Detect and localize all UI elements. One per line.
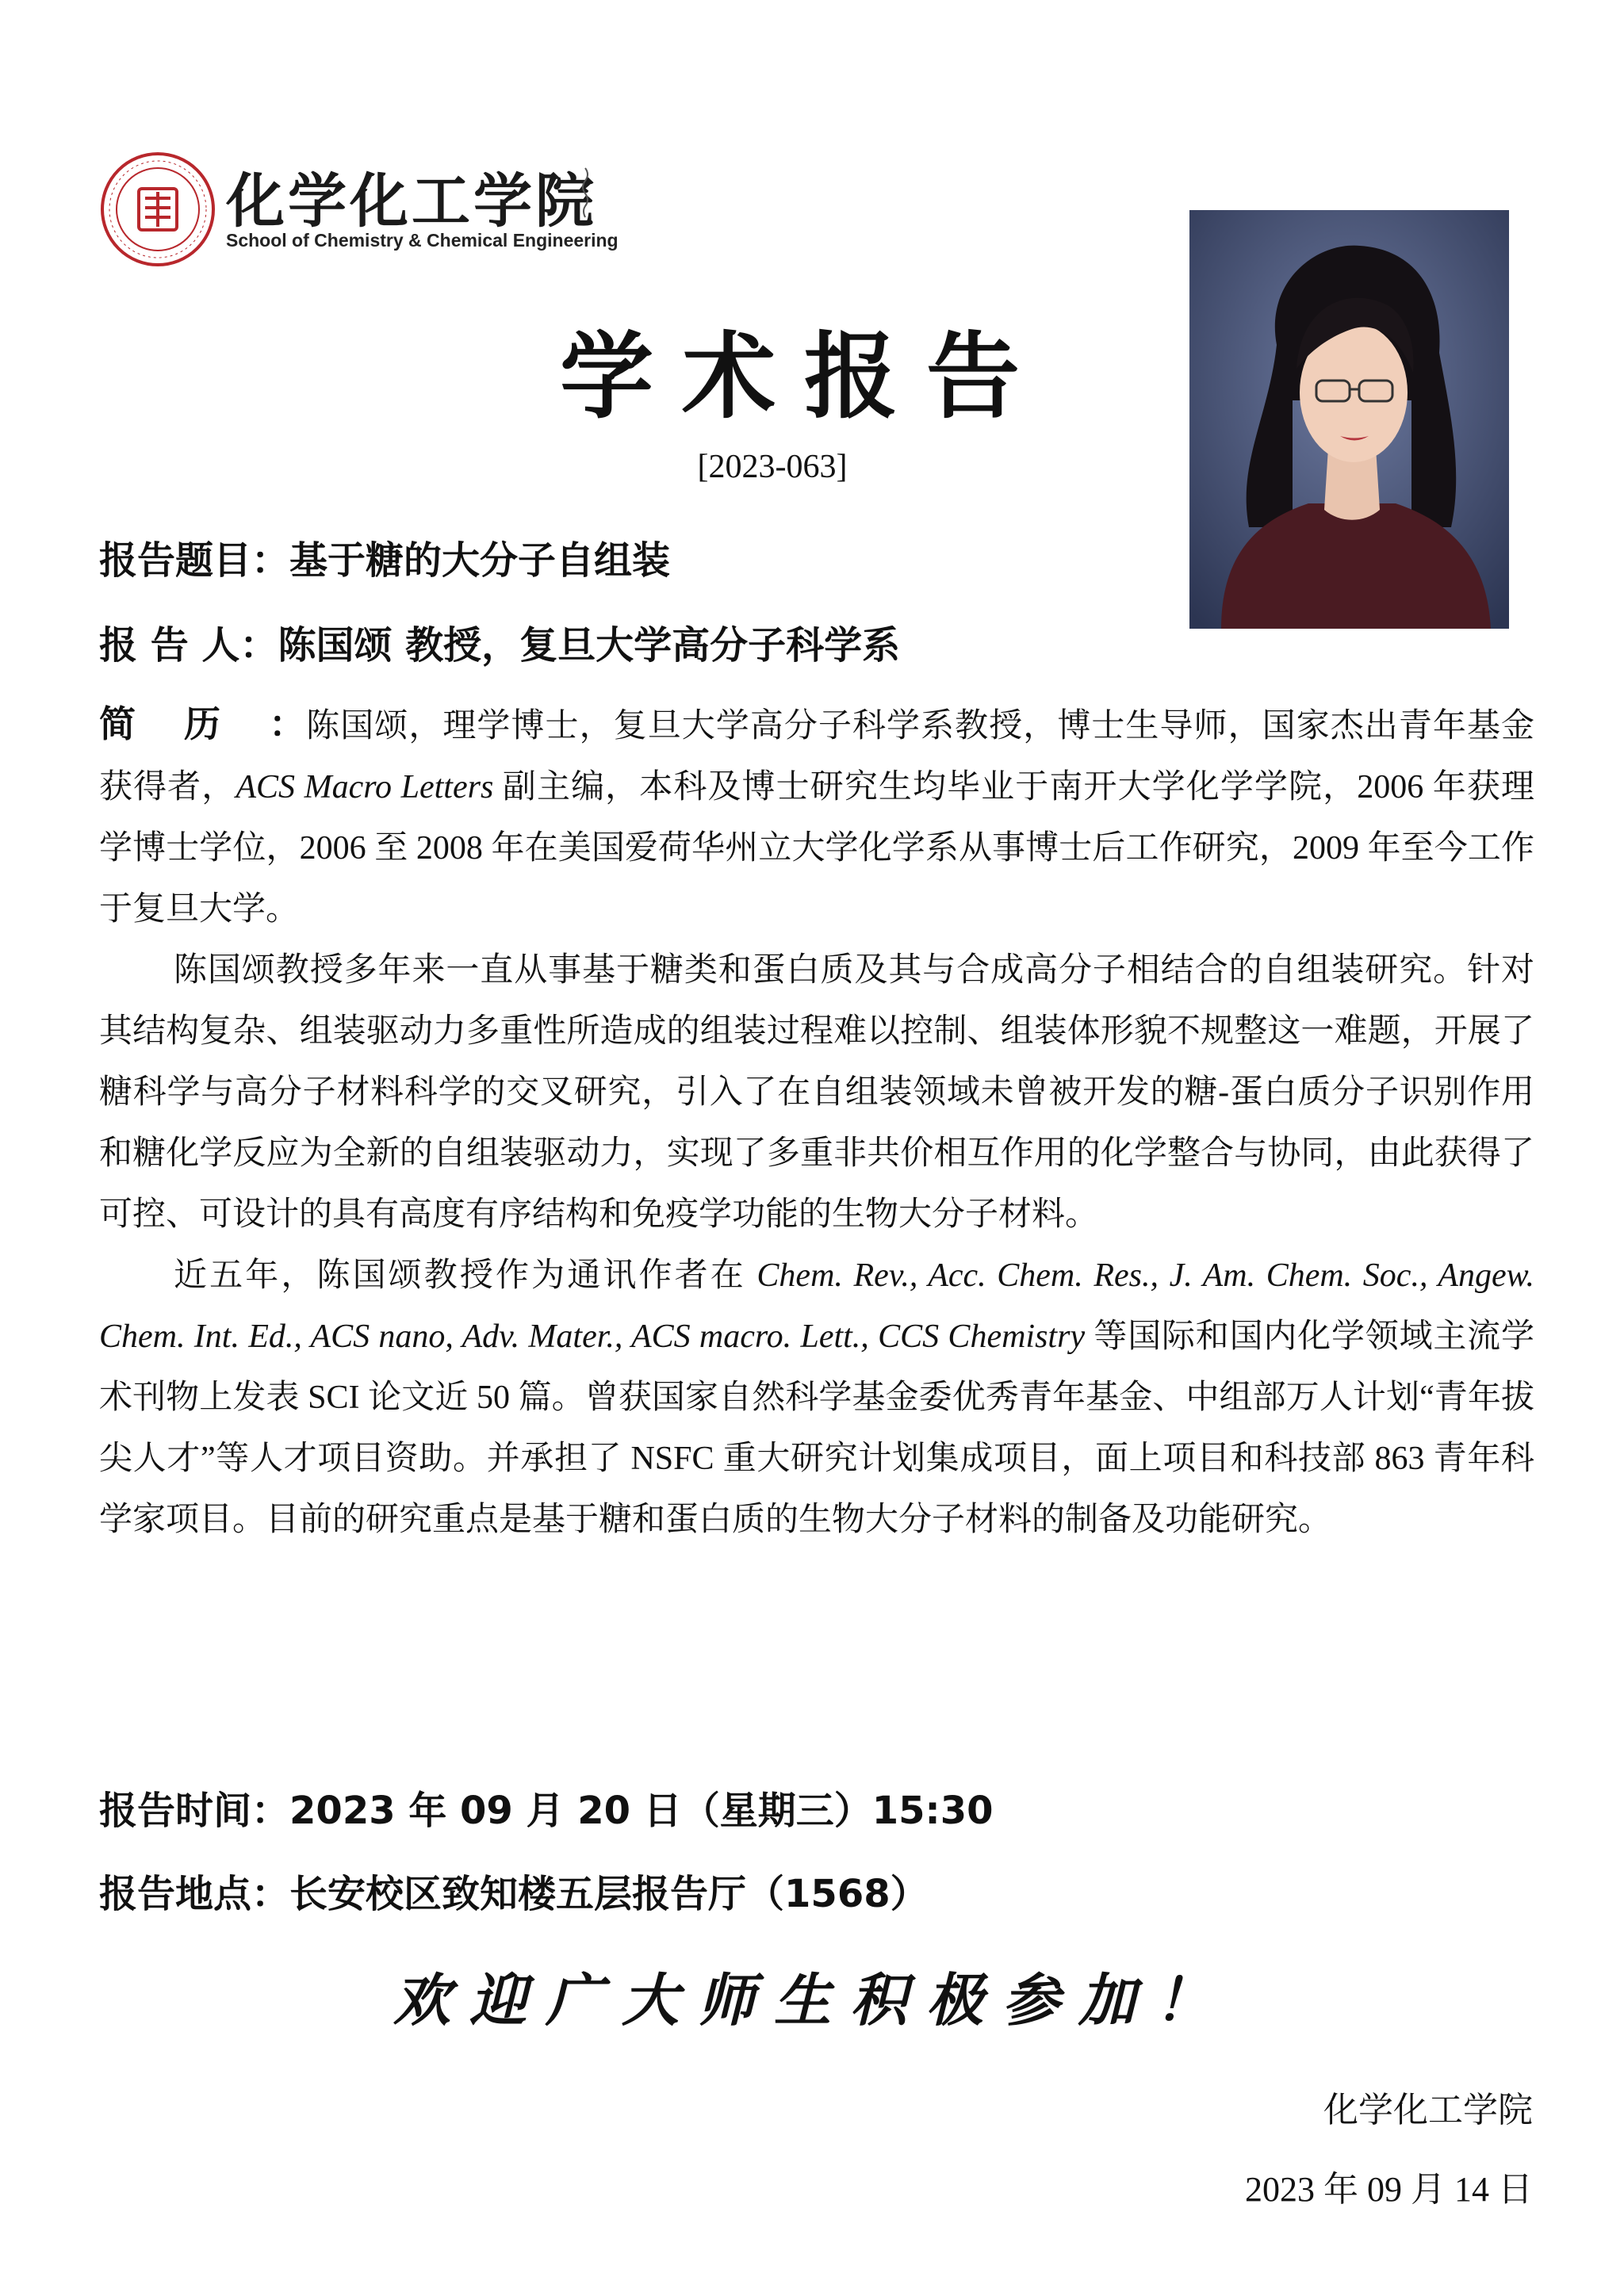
calligraphy-signature-icon: [575, 165, 596, 220]
time-value: 2023 年 09 月 20 日（星期三）15:30: [289, 1789, 994, 1833]
report-time: [99, 1780, 994, 1835]
issue-date: 2023 年 09 月 14 日: [1245, 2170, 1533, 2209]
report-topic: [99, 530, 670, 584]
report-speaker: [99, 614, 900, 669]
topic-value: 基于糖的大分子自组装: [289, 538, 671, 583]
bio-paragraph-3: [99, 1246, 1534, 1551]
school-seal-icon: [99, 151, 216, 268]
bio-paragraph-1: 简历：陈国颂，理学博士，复旦大学高分子科学系教授，博士生导师，国家杰出青年基金获得者，ACS Macro Letters 副主编，本科及博士研究生均毕业于南开大学化学学院，2006 年获理学博士学位，2006 至 2008 年在美国爱荷华州立大学化学系从事博士后工作研究，2009 年至今工作于复旦大学。: [99, 702, 1535, 928]
speaker-biography: [99, 694, 1534, 1551]
logo-chinese-name: 化学化工学院: [226, 167, 597, 235]
speaker-photo: [1189, 210, 1509, 629]
time-label: 报告时间：: [99, 1789, 290, 1833]
page-title: 学术报告: [559, 322, 1048, 431]
welcome-message: 欢迎广大师生积极参加！: [393, 1966, 1231, 2034]
bio-journal-list: Chem. Rev., Acc. Chem. Res., J. Am. Chem. Soc., Angew. Chem. Int. Ed., ACS nano, Adv. Mater., ACS macro. Lett., CCS Chemistry: [99, 1257, 1534, 1355]
speaker-label: 报 告 人：: [99, 623, 278, 668]
bio-journal-name: ACS Macro Letters: [236, 769, 494, 806]
topic-label: 报告题目：: [99, 538, 290, 583]
logo-english-name: School of Chemistry & Chemical Engineering: [226, 230, 619, 251]
bio-paragraph-2: 陈国颂教授多年来一直从事基于糖类和蛋白质及其与合成高分子相结合的自组装研究。针对其结构复杂、组装驱动力多重性所造成的组装过程难以控制、组装体形貌不规整这一难题，开展了糖科学与高分子材料科学的交叉研究，引入了在自组装领域未曾被开发的糖-蛋白质分子识别作用和糖化学反应为全新的自组装驱动力，实现了多重非共价相互作用的化学整合与协同，由此获得了可控、可设计的具有高度有序结构和免疫学功能的生物大分子材料。: [99, 952, 1534, 1233]
report-place: [99, 1863, 929, 1918]
bio-p3-text: 近五年，陈国颂教授作为通讯作者在: [174, 1257, 757, 1294]
place-label: 报告地点：: [99, 1872, 290, 1916]
report-number: [2023-063]: [697, 449, 848, 485]
bio-p3-text-rest: 等国际和国内化学领域主流学术刊物上发表 SCI 论文近 50 篇。曾获国家自然科学基金委优秀青年基金、中组部万人计划“青年拔尖人才”等人才项目资助。并承担了 NSFC 重大研究计划集成项目，面上项目和科技部 863 青年科学家项目。目前的研究重点是基于糖和蛋白质的生物大分子材料的制备及功能研究。: [99, 1318, 1534, 1538]
place-value: 长安校区致知楼五层报告厅（1568）: [289, 1872, 929, 1916]
issuing-organization: 化学化工学院: [1323, 2091, 1533, 2130]
bio-label: 简历: [99, 702, 270, 745]
speaker-value: 陈国颂 教授，复旦大学高分子科学系: [278, 623, 901, 668]
bio-p1-text: 陈国颂，理学博士，复旦大学高分子科学系教授，博士生导师，国家杰出青年基金获得者，: [99, 708, 1535, 806]
school-logo: [99, 151, 619, 270]
bio-p1-text-rest: 副主编，本科及博士研究生均毕业于南开大学化学学院，2006 年获理学博士学位，2006 至 2008 年在美国爱荷华州立大学化学系从事博士后工作研究，2009 年至今工作于复旦大学。: [99, 769, 1534, 928]
